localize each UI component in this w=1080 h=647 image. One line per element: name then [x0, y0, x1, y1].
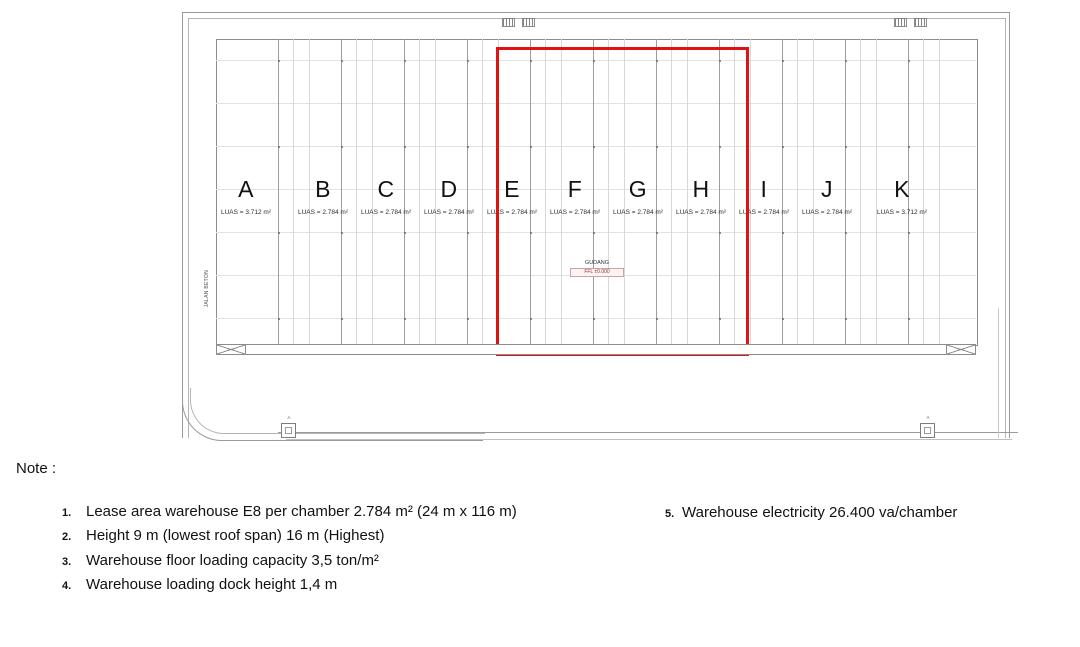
- note-item-4-text: Warehouse loading dock height 1,4 m: [86, 575, 338, 593]
- column-marker: [341, 318, 343, 320]
- note-list: [62, 503, 682, 600]
- note-item-2-text: Height 9 m (lowest roof span) 16 m (Highest): [86, 527, 385, 545]
- chamber-label-d: D: [440, 176, 458, 202]
- grid-line-vertical: [435, 39, 436, 344]
- grid-line-vertical: [309, 39, 310, 344]
- chamber-label-b: B: [315, 176, 331, 202]
- grid-line-vertical: [782, 39, 783, 344]
- column-marker: [341, 146, 343, 148]
- note-item-3: [62, 552, 682, 569]
- column-marker: [278, 318, 280, 320]
- grid-line-vertical: [939, 39, 940, 344]
- highlight-box-chambers-efgh: [496, 47, 749, 356]
- note-item-1-text: Lease area warehouse E8 per chamber 2.784 m² (24 m x 116 m): [86, 503, 517, 520]
- grid-line-vertical: [750, 39, 751, 344]
- column-marker: [404, 318, 406, 320]
- note-item-4-number: 4.: [62, 579, 72, 592]
- chamber-label-c: C: [377, 176, 395, 202]
- road-label: JALAN BETON: [204, 270, 210, 308]
- site-right-edge-line: [998, 308, 999, 438]
- note-item-1-number: 1.: [62, 507, 72, 519]
- loading-dock-strip: [216, 344, 976, 355]
- chamber-label-f: F: [567, 176, 583, 202]
- column-marker: [845, 232, 847, 234]
- dock-ramp-hatch-right: [946, 344, 976, 355]
- column-marker: [908, 232, 910, 234]
- roof-vent-icon: [522, 18, 535, 27]
- grid-line-vertical: [813, 39, 814, 344]
- column-marker: [845, 60, 847, 62]
- roof-vent-icon: [914, 18, 927, 27]
- column-marker: [404, 146, 406, 148]
- grid-line-vertical: [419, 39, 420, 344]
- chamber-area-g: LUAS = 2.784 m²: [612, 209, 664, 216]
- roof-vent-icon: [502, 18, 515, 27]
- chamber-label-e: E: [504, 176, 520, 202]
- column-marker: [404, 60, 406, 62]
- guard-post-label-right: A: [926, 415, 930, 420]
- chamber-area-h: LUAS = 2.784 m²: [675, 209, 727, 216]
- grid-line-vertical: [876, 39, 877, 344]
- column-marker: [908, 60, 910, 62]
- note-item-3-text: Warehouse floor loading capacity 3,5 ton/m²: [86, 551, 379, 569]
- column-marker: [782, 146, 784, 148]
- column-marker: [341, 232, 343, 234]
- guard-post-icon: [920, 423, 935, 438]
- gudang-title: GUDANG: [584, 260, 610, 266]
- chamber-area-k: LUAS = 3.712 m²: [876, 209, 928, 216]
- roof-vent-icon: [894, 18, 907, 27]
- column-marker: [278, 60, 280, 62]
- chamber-area-j: LUAS = 2.784 m²: [801, 209, 853, 216]
- column-marker: [467, 60, 469, 62]
- note-item-2-number: 2.: [62, 531, 72, 544]
- column-marker: [782, 318, 784, 320]
- chamber-label-i: I: [760, 176, 768, 202]
- chamber-area-d: LUAS = 2.784 m²: [423, 209, 475, 216]
- note-heading: Note :: [16, 460, 57, 477]
- chamber-area-a: LUAS = 3.712 m²: [220, 209, 272, 216]
- column-marker: [782, 232, 784, 234]
- column-marker: [845, 318, 847, 320]
- note-item-2: [62, 527, 682, 544]
- column-marker: [278, 232, 280, 234]
- note-item-5: [665, 504, 957, 521]
- grid-line-vertical: [404, 39, 405, 344]
- note-item-5-number: 5.: [665, 508, 675, 520]
- note-item-4: [62, 576, 682, 593]
- note-item-3-number: 3.: [62, 555, 72, 568]
- chamber-label-k: K: [894, 176, 910, 202]
- column-marker: [278, 146, 280, 148]
- grid-line-vertical: [482, 39, 483, 344]
- grid-line-vertical: [860, 39, 861, 344]
- chamber-area-b: LUAS = 2.784 m²: [297, 209, 349, 216]
- chamber-label-g: G: [628, 176, 648, 202]
- chamber-area-c: LUAS = 2.784 m²: [360, 209, 412, 216]
- grid-line-vertical: [845, 39, 846, 344]
- column-marker: [467, 232, 469, 234]
- column-marker: [467, 146, 469, 148]
- grid-line-vertical: [923, 39, 924, 344]
- chamber-label-j: J: [821, 176, 833, 202]
- gudang-elevation: FFL ±0.000: [570, 268, 624, 277]
- grid-line-vertical: [356, 39, 357, 344]
- column-marker: [908, 318, 910, 320]
- guard-post-label: A: [287, 415, 291, 420]
- column-marker: [782, 60, 784, 62]
- chamber-area-f: LUAS = 2.784 m²: [549, 209, 601, 216]
- column-marker: [404, 232, 406, 234]
- column-marker: [341, 60, 343, 62]
- chamber-label-h: H: [692, 176, 710, 202]
- warehouse-floor-plan: [178, 8, 1018, 453]
- grid-line-vertical: [372, 39, 373, 344]
- grid-line-vertical: [278, 39, 279, 344]
- site-apron-curve-inner: [190, 388, 485, 434]
- column-marker: [467, 318, 469, 320]
- grid-line-vertical: [467, 39, 468, 344]
- column-marker: [845, 146, 847, 148]
- site-apron-rail-outer: [278, 432, 1018, 433]
- column-marker: [908, 146, 910, 148]
- note-item-1: [62, 503, 682, 520]
- site-apron-rail-inner: [286, 439, 1012, 440]
- guard-post-icon: [281, 423, 296, 438]
- chamber-area-i: LUAS = 2.784 m²: [738, 209, 790, 216]
- grid-line-vertical: [341, 39, 342, 344]
- note-item-5-text: Warehouse electricity 26.400 va/chamber: [682, 504, 958, 521]
- grid-line-vertical: [293, 39, 294, 344]
- grid-line-vertical: [797, 39, 798, 344]
- chamber-area-e: LUAS = 2.784 m²: [486, 209, 538, 216]
- dock-ramp-hatch-left: [216, 344, 246, 355]
- chamber-label-a: A: [238, 176, 254, 202]
